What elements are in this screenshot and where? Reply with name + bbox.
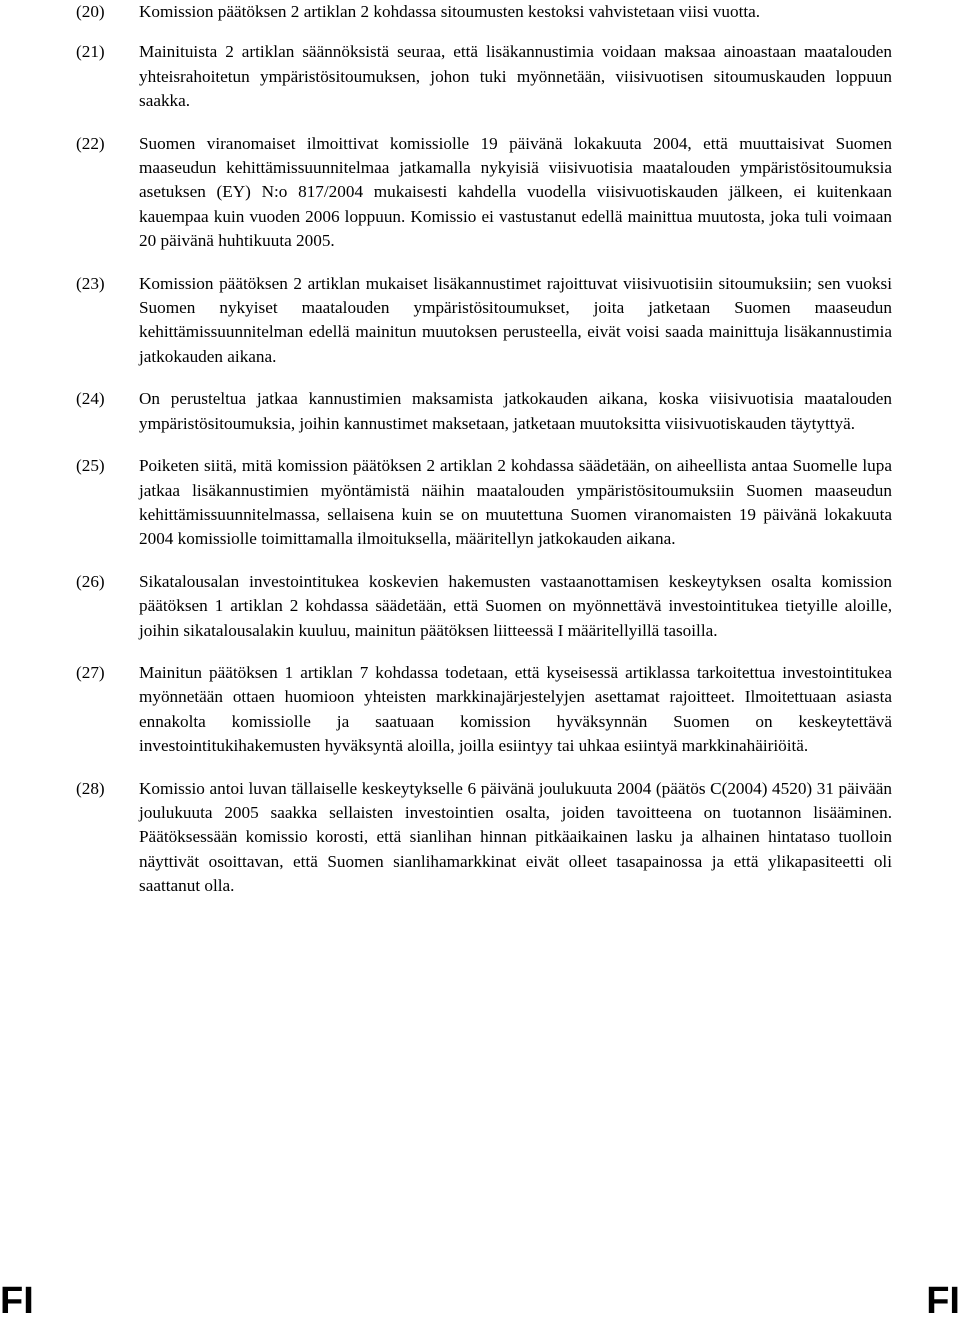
recital-number: (20) bbox=[76, 2, 105, 21]
recital-text: Komission päätöksen 2 artiklan mukaiset lisäkannustimet rajoittuvat viisivuotisiin sitoumuksiin; sen vuoksi Suomen nykyiset maatalouden ympäristösitoumukset, joita jatketaan Suomen maaseudun kehittämissuunnitelman edellä mainitun muutoksen perusteella, eivät voisi saada mainittuja lisäkannustimia jatkokauden aikana. bbox=[139, 273, 892, 366]
recital-21 bbox=[76, 40, 892, 113]
document-body bbox=[76, 0, 892, 899]
recital-26 bbox=[76, 570, 892, 643]
recital-text: Komissio antoi luvan tällaiselle keskeytykselle 6 päivänä joulukuuta 2004 (päätös C(2004) 4520) 31 päivään joulukuuta 2005 saakka sellaisten investointien osalta, joiden tavoitteena on tuotannon lisääminen. Päätöksessään komissio korosti, että sianlihan hinnan pitkäaikainen lasku ja alhainen hintataso tuolloin näyttivät osoittavan, että Suomen sianlihamarkkinat eivät olleet tasapainossa ja että ylikapasiteetti oli saattanut olla. bbox=[139, 778, 892, 896]
recital-text: Sikatalousalan investointitukea koskevien hakemusten vastaanottamisen keskeytyksen osalta komission päätöksen 1 artiklan 2 kohdassa säädetään, että Suomen on myönnettävä investointitukea tietyille aloille, joihin sikatalousalakin kuuluu, mainitun päätöksen liitteessä I määritellyillä tasoilla. bbox=[139, 571, 892, 640]
recital-24 bbox=[76, 387, 892, 436]
recital-number: (26) bbox=[76, 571, 105, 591]
recital-27 bbox=[76, 661, 892, 759]
recital-number: (25) bbox=[76, 456, 105, 476]
recital-text: Mainituista 2 artiklan säännöksistä seuraa, että lisäkannustimia voidaan maksaa ainoastaan maatalouden yhteisrahoitetun ympäristösitoumuksen, johon tuki myönnetään, viisivuotisen sitoumuskauden loppuun saakka. bbox=[139, 42, 892, 111]
recital-text: Poiketen siitä, mitä komission päätöksen 2 artiklan 2 kohdassa säädetään, on aiheellista antaa Suomelle lupa jatkaa lisäkannustimien myöntämistä näihin maatalouden ympäristösitoumuksiin Suomen maaseudun kehittämissuunnitelmassa, sellaisena kuin se on muutettuna Suomen viranomaisten 19 päivänä lokakuuta 2004 komissiolle toimittamalla ilmoituksella, määritellyn jatkokauden aikana. bbox=[139, 456, 892, 549]
recital-23 bbox=[76, 272, 892, 370]
recital-28 bbox=[76, 777, 892, 899]
footer-language-code-right: FI bbox=[926, 1280, 960, 1322]
recital-number: (24) bbox=[76, 389, 105, 409]
recital-number: (21) bbox=[76, 42, 105, 62]
recital-number: (22) bbox=[76, 133, 105, 153]
recital-25 bbox=[76, 454, 892, 552]
footer-language-code-left: FI bbox=[0, 1280, 34, 1322]
recital-text: Mainitun päätöksen 1 artiklan 7 kohdassa todetaan, että kyseisessä artiklassa tarkoitettua investointitukea myönnetään ottaen huomioon yhteisten markkinajärjestelyjen asettamat rajoitteet. Ilmoitettuaan asiasta ennakolta komissiolle ja saatuaan komission hyväksynnän Suomen on keskeytettävä investointitukihakemusten hyväksyntä aloilla, joilla esiintyy tai uhkaa esiintyä markkinahäiriöitä. bbox=[139, 662, 892, 756]
recital-number: (27) bbox=[76, 662, 105, 682]
recital-number: (23) bbox=[76, 273, 105, 293]
recital-text: Suomen viranomaiset ilmoittivat komissiolle 19 päivänä lokakuuta 2004, että muuttaisivat Suomen maaseudun kehittämissuunnitelmaa jatkamalla nykyisiä viisivuotisia maatalouden ympäristösitoumuksia asetuksen (EY) N:o 817/2004 mukaisesti kahdella vuodella viisivuotiskauden jälkeen, ei kuitenkaan kauempaa kuin vuoden 2006 loppuun. Komissio ei vastustanut edellä mainittua muutosta, joka tuli voimaan 20 päivänä huhtikuuta 2005. bbox=[139, 133, 892, 251]
recital-number: (28) bbox=[76, 778, 105, 798]
recital-text: On perusteltua jatkaa kannustimien maksamista jatkokauden aikana, koska viisivuotisia maatalouden ympäristösitoumuksia, joihin kannustimet maksetaan, jatketaan muutoksitta viisivuotiskauden täytyttyä. bbox=[139, 389, 892, 433]
recital-20 bbox=[76, 0, 892, 24]
recital-22 bbox=[76, 132, 892, 254]
recital-text: Komission päätöksen 2 artiklan 2 kohdassa sitoumusten kestoksi vahvistetaan viisi vuotta. bbox=[139, 2, 761, 21]
